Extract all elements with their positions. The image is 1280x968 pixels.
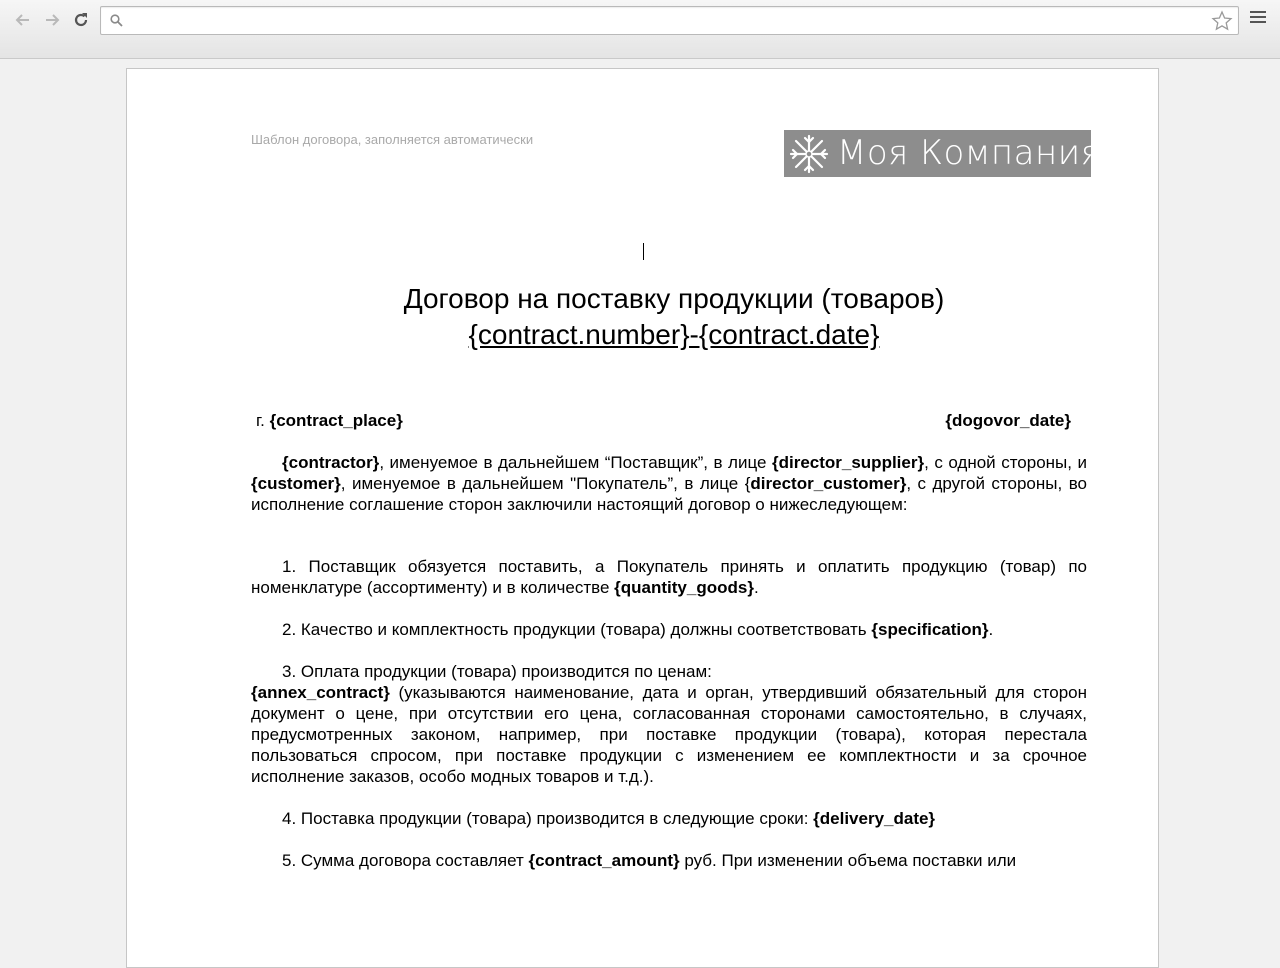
- paragraph-parties: [251, 452, 1087, 515]
- bookmark-star-icon[interactable]: [1211, 10, 1233, 37]
- var-customer: {customer}: [251, 474, 341, 493]
- text-cursor: [643, 243, 644, 260]
- var-director-customer: director_customer}: [750, 474, 907, 493]
- header-note: Шаблон договора, заполняется автоматически: [251, 132, 534, 147]
- reload-icon[interactable]: [70, 9, 92, 31]
- text-span: 1. Поставщик обязуется поставить, а Покупатель принять и оплатить продукцию (товар) по номенклатуре (ассортименту) и в количестве: [251, 557, 1087, 597]
- text-span: 4. Поставка продукции (товара) производится в следующие сроки:: [282, 809, 814, 828]
- text-span: , именуемое в дальнейшем "Покупатель”, в лице {: [340, 474, 751, 493]
- text-span: , с одной стороны, и: [924, 453, 1087, 472]
- text-span: (указываются наименование, дата и орган, утвердивший обязательный для сторон документ о цене, при отсутствии его цена, согласованная сторонами самостоятельно, в случаях, предусмотренных законом, например, при поставке продукции (товара), которая перестала пользоваться спросом, при поставке продукции с изменением ее комплектности и за срочное исполнение заказов, особо модных товаров и т.д.).: [251, 683, 1087, 786]
- place-variable: {contract_place}: [269, 411, 403, 430]
- var-contract-amount: {contract_amount}: [528, 851, 680, 870]
- menu-icon[interactable]: [1250, 11, 1266, 27]
- back-arrow-icon[interactable]: [12, 9, 34, 31]
- address-bar[interactable]: [100, 6, 1239, 35]
- document-page[interactable]: [126, 68, 1159, 968]
- snowflake-logo-icon: [787, 132, 831, 176]
- paragraph-clause-5: [251, 850, 1087, 871]
- text-span: , именуемое в дальнейшем “Поставщик”, в лице: [379, 453, 772, 472]
- forward-arrow-icon[interactable]: [41, 9, 63, 31]
- paragraph-clause-3-heading: 3. Оплата продукции (товара) производится по ценам:: [282, 662, 712, 681]
- var-delivery-date: {delivery_date}: [813, 809, 936, 828]
- company-logo: [784, 130, 1102, 177]
- place-field: [256, 410, 403, 431]
- var-specification: {specification}: [871, 620, 989, 639]
- var-quantity-goods: {quantity_goods}: [614, 578, 754, 597]
- title-line2: {contract.number}-{contract.date}: [468, 319, 880, 350]
- contract-title: [251, 281, 1097, 353]
- logo-text: Моя Компания: [837, 133, 1102, 173]
- paragraph-clause-2: [251, 619, 1087, 640]
- text-span: руб. При изменении объема поставки или: [679, 851, 1017, 870]
- place-prefix: г.: [256, 411, 270, 430]
- paragraph-clause-4: [251, 808, 1087, 829]
- search-icon: [110, 14, 123, 32]
- address-input[interactable]: [129, 10, 1199, 32]
- date-variable: {dogovor_date}: [945, 411, 1071, 430]
- text-span: 5. Сумма договора составляет: [282, 851, 529, 870]
- var-director-supplier: {director_supplier}: [771, 453, 925, 472]
- paragraph-clause-3: [251, 682, 1087, 787]
- title-line1: Договор на поставку продукции (товаров): [403, 283, 945, 314]
- text-span: .: [988, 620, 994, 639]
- browser-toolbar: [0, 0, 1280, 59]
- var-annex-contract: {annex_contract}: [251, 683, 390, 702]
- text-span: .: [753, 578, 759, 597]
- text-span: 2. Качество и комплектность продукции (товара) должны соответствовать: [282, 620, 872, 639]
- var-contractor: {contractor}: [282, 453, 380, 472]
- document-viewport[interactable]: [0, 60, 1280, 870]
- text-span: , с другой стороны, во исполнение соглашение сторон заключили настоящий договор о нижеследующем:: [251, 474, 1087, 514]
- paragraph-clause-1: [251, 556, 1087, 598]
